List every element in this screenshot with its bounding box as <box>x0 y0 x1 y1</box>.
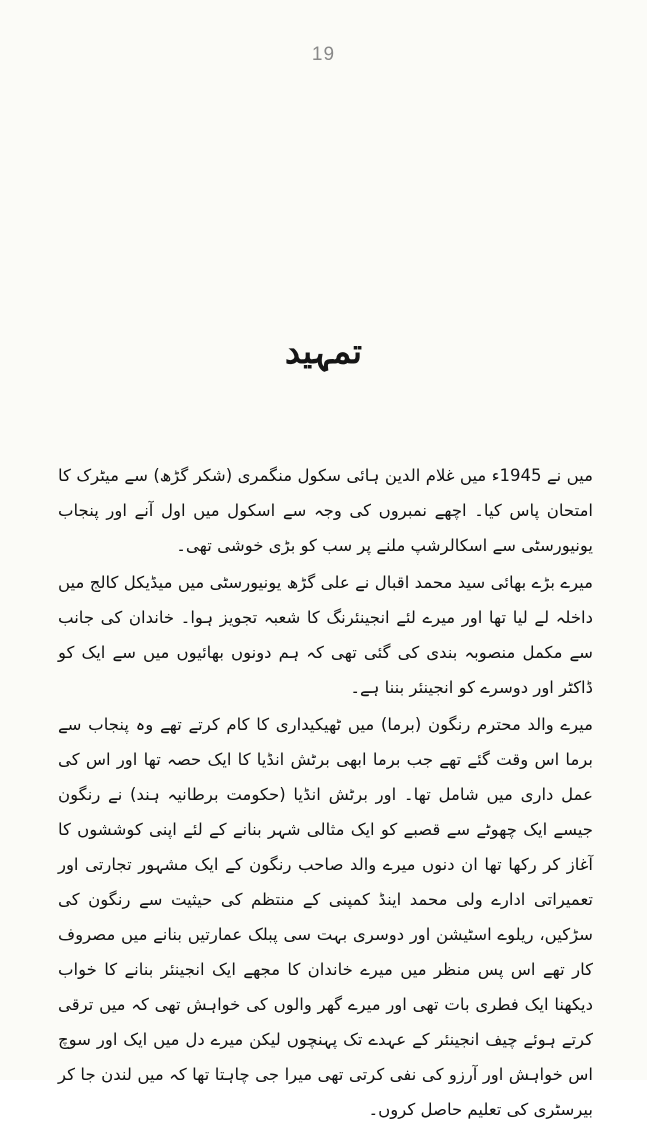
paragraph-3: میرے والد محترم رنگون (برما) میں ٹھیکیداری کا کام کرتے تھے وہ پنجاب سے برما اس وقت گئے تھے جب برما ابھی برٹش انڈیا کا ایک حصہ تھا اور اس کی عمل داری میں شامل تھا۔ اور برٹش انڈیا (حکومت برطانیہ ہند) نے رنگون جیسے ایک چھوٹے سے قصبے کو ایک مثالی شہر بنانے کے لئے اپنی کوششوں کا آغاز کر رکھا تھا ان دنوں میرے والد صاحب رنگون کے ایک مشہور تجارتی اور تعمیراتی ادارے ولی محمد اینڈ کمپنی کے منتظم کی حیثیت سے رنگون کی سڑکیں، ریلوے اسٹیشن اور دوسری بہت سی پبلک عمارتیں بنانے میں مصروف کار تھے اس پس منظر میں میرے خاندان کا مجھے ایک انجینئر بنانے کا خواب دیکھنا ایک فطری بات تھی اور میرے گھر والوں کی خواہش تھی کہ میں ترقی کرتے ہوئے چیف انجینئر کے عہدے تک پہنچوں لیکن میرے دل میں ایک اور سوچ اس خواہش اور آرزو کی نفی کرتی تھی میرا جی چاہتا تھا کہ میں لندن جا کر بیرسٹری کی تعلیم حاصل کروں۔ <box>58 715 593 1119</box>
body-text <box>58 458 593 1127</box>
page-number: 19 <box>311 44 336 65</box>
paragraph-1: میں نے 1945ء میں غلام الدین ہائی سکول منگمری (شکر گڑھ) سے میٹرک کا امتحان پاس کیا۔ اچھے نمبروں کی وجہ سے اسکول میں اول آنے اور پنجاب یونیورسٹی سے اسکالرشپ ملنے پر سب کو بڑی خوشی تھی۔ <box>58 466 593 555</box>
paragraph-2: میرے بڑے بھائی سید محمد اقبال نے علی گڑھ یونیورسٹی میں میڈیکل کالج میں داخلہ لے لیا تھا اور میرے لئے انجینئرنگ کا شعبہ تجویز ہوا۔ خاندان کی جانب سے مکمل منصوبہ بندی کی گئی تھی کہ ہم دونوں بھائیوں میں سے ایک کو ڈاکٹر اور دوسرے کو انجینئر بننا ہے۔ <box>58 573 593 697</box>
chapter-title: تمہید <box>284 332 363 372</box>
